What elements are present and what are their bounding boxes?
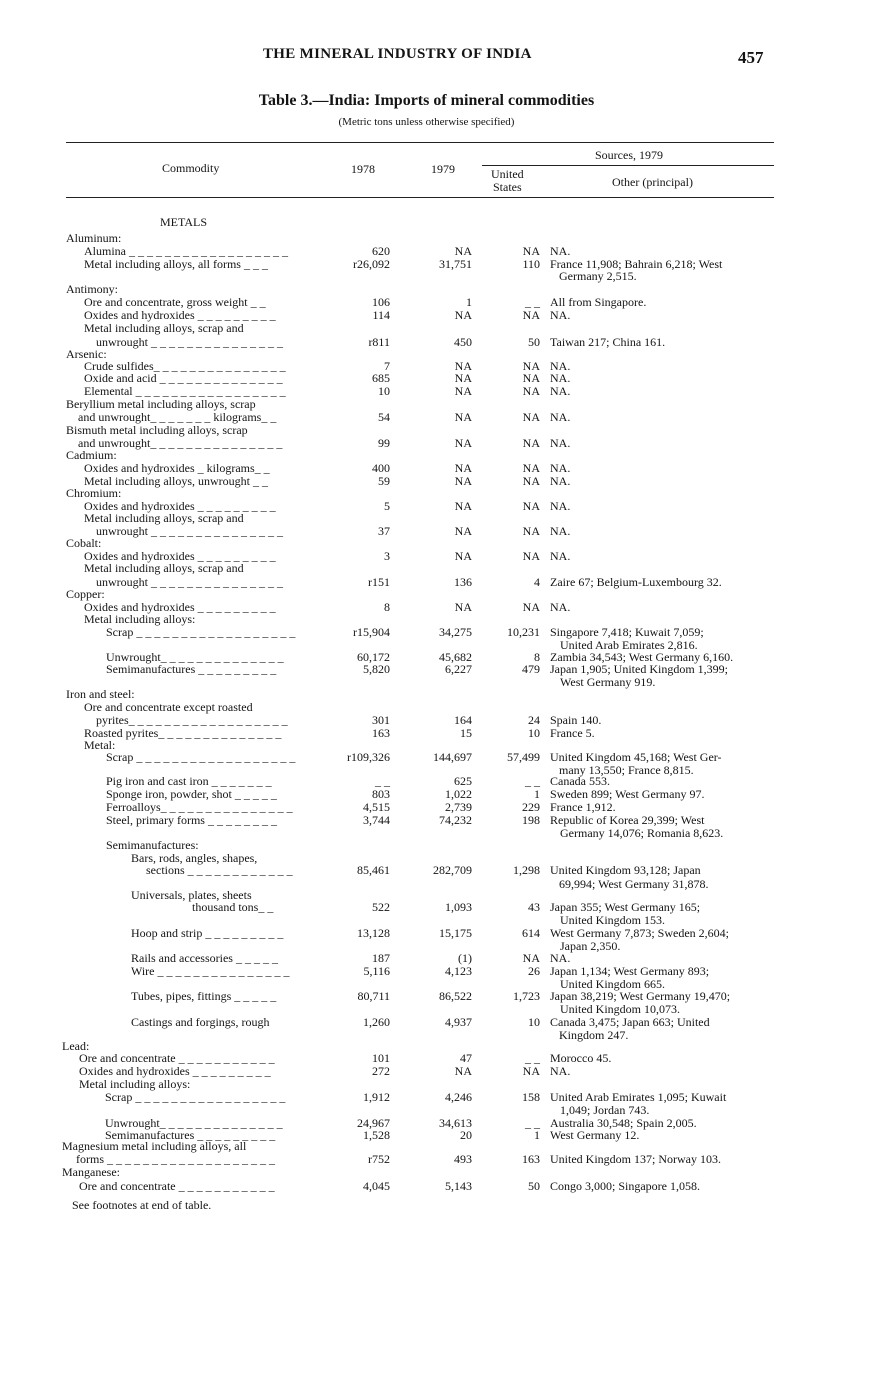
value-1979-cell: 4,937 <box>445 1015 472 1029</box>
commodity-cell: Roasted pyrites_ _ _ _ _ _ _ _ _ _ _ _ _ _ <box>84 726 282 740</box>
commodity-cell: sections _ _ _ _ _ _ _ _ _ _ _ _ <box>146 863 293 877</box>
value-1979-cell: 1,093 <box>445 900 472 914</box>
value-1979-cell: 34,275 <box>439 625 472 639</box>
sources-rule <box>482 165 774 166</box>
united-states-cell: 110 <box>522 257 540 271</box>
other-sources-cell: United Kingdom 137; Norway 103. <box>550 1152 721 1166</box>
commodity-cell: Unwrought_ _ _ _ _ _ _ _ _ _ _ _ _ _ <box>105 1116 283 1130</box>
value-1978-cell: r15,904 <box>353 625 390 639</box>
value-1978-cell: 101 <box>372 1051 390 1065</box>
value-1979-cell: 15 <box>460 726 472 740</box>
united-states-cell: 10 <box>528 1015 540 1029</box>
other-sources-cell: United Kingdom 93,128; Japan <box>550 863 701 877</box>
commodity-cell: Ore and concentrate, gross weight _ _ <box>84 295 266 309</box>
commodity-cell: Arsenic: <box>66 347 107 361</box>
value-1979-cell: NA <box>454 410 472 424</box>
commodity-cell: Antimony: <box>66 282 119 296</box>
value-1978-cell: r811 <box>368 335 390 349</box>
page-number: 457 <box>738 48 764 67</box>
value-1978-cell: 400 <box>372 461 390 475</box>
commodity-cell: Unwrought_ _ _ _ _ _ _ _ _ _ _ _ _ _ <box>106 650 284 664</box>
value-1978-cell: r752 <box>368 1152 390 1166</box>
commodity-cell: Metal including alloys, scrap and <box>84 561 244 575</box>
other-sources-cell: NA. <box>550 524 571 538</box>
united-states-cell: 26 <box>528 964 540 978</box>
commodity-cell: Magnesium metal including alloys, all <box>62 1139 247 1153</box>
other-sources-cell: NA. <box>550 474 571 488</box>
commodity-cell: unwrought _ _ _ _ _ _ _ _ _ _ _ _ _ _ _ <box>96 524 283 538</box>
commodity-cell: METALS <box>160 215 208 229</box>
table-subtitle: (Metric tons unless otherwise specified) <box>338 116 515 128</box>
running-title: THE MINERAL INDUSTRY OF INDIA <box>263 46 532 62</box>
united-states-cell: NA <box>522 410 540 424</box>
value-1978-cell: 1,528 <box>363 1128 390 1142</box>
other-sources-cell: France 11,908; Bahrain 6,218; West <box>550 257 723 271</box>
commodity-cell: Sponge iron, powder, shot _ _ _ _ _ <box>106 787 277 801</box>
commodity-cell: Hoop and strip _ _ _ _ _ _ _ _ _ <box>131 926 284 940</box>
value-1979-cell: 74,232 <box>439 813 472 827</box>
table-row <box>0 927 873 940</box>
value-1979-cell: NA <box>454 384 472 398</box>
commodity-cell: Crude sulfides_ _ _ _ _ _ _ _ _ _ _ _ _ _ _ <box>84 359 286 373</box>
united-states-cell: 1,723 <box>513 989 540 1003</box>
commodity-cell: Metal including alloys, all forms _ _ _ <box>84 257 268 271</box>
other-sources-cell: Japan 355; West Germany 165; <box>550 900 701 914</box>
value-1978-cell: r109,326 <box>347 750 390 764</box>
value-1979-cell: NA <box>454 308 472 322</box>
commodity-cell: Rails and accessories _ _ _ _ _ <box>131 951 278 965</box>
other-sources-cell: United Kingdom 665. <box>560 977 665 991</box>
value-1979-cell: 4,123 <box>445 964 472 978</box>
value-1979-cell: 86,522 <box>439 989 472 1003</box>
col-1978: 1978 <box>351 162 375 176</box>
commodity-cell: Tubes, pipes, fittings _ _ _ _ _ <box>131 989 277 1003</box>
united-states-cell: NA <box>522 436 540 450</box>
table-row <box>0 626 873 639</box>
other-sources-cell: NA. <box>550 384 571 398</box>
other-sources-cell: Spain 140. <box>550 713 602 727</box>
value-1979-cell: NA <box>454 474 472 488</box>
other-sources-cell: NA. <box>550 600 571 614</box>
commodity-cell: Oxides and hydroxides _ _ _ _ _ _ _ _ _ <box>84 499 276 513</box>
united-states-cell: NA <box>522 384 540 398</box>
value-1979-cell: 2,739 <box>445 800 472 814</box>
united-states-cell: 198 <box>522 813 540 827</box>
other-sources-cell: West Germany 7,873; Sweden 2,604; <box>550 926 730 940</box>
other-sources-cell: NA. <box>550 410 571 424</box>
table-row <box>0 901 873 914</box>
united-states-cell: 57,499 <box>507 750 540 764</box>
other-sources-cell: Congo 3,000; Singapore 1,058. <box>550 1179 700 1193</box>
table-row <box>0 216 873 229</box>
table-row <box>0 562 873 575</box>
commodity-cell: Ore and concentrate except roasted <box>84 700 253 714</box>
commodity-cell: Cadmium: <box>66 448 117 462</box>
value-1979-cell: 164 <box>454 713 472 727</box>
value-1978-cell: 37 <box>378 524 390 538</box>
value-1979-cell: NA <box>454 461 472 475</box>
commodity-cell: Oxides and hydroxides _ _ _ _ _ _ _ _ _ <box>79 1064 271 1078</box>
footnote: See footnotes at end of table. <box>72 1198 212 1212</box>
commodity-cell: Aluminum: <box>66 231 122 245</box>
commodity-cell: Oxides and hydroxides _ _ _ _ _ _ _ _ _ <box>84 600 276 614</box>
commodity-cell: Manganese: <box>62 1165 120 1179</box>
table-row <box>0 751 873 764</box>
united-states-cell: 479 <box>522 662 540 676</box>
other-sources-cell: Germany 2,515. <box>559 269 637 283</box>
commodity-cell: Pig iron and cast iron _ _ _ _ _ _ _ <box>106 774 272 788</box>
commodity-cell: Metal including alloys: <box>84 612 196 626</box>
other-sources-cell: All from Singapore. <box>550 295 647 309</box>
united-states-cell: _ _ <box>525 1116 540 1130</box>
united-states-cell: 1 <box>534 787 540 801</box>
commodity-cell: Cobalt: <box>66 536 102 550</box>
other-sources-cell: Republic of Korea 29,399; West <box>550 813 705 827</box>
value-1978-cell: 5,820 <box>363 662 390 676</box>
other-sources-cell: NA. <box>550 244 571 258</box>
commodity-cell: Ore and concentrate _ _ _ _ _ _ _ _ _ _ _ <box>79 1051 275 1065</box>
united-states-cell: NA <box>522 524 540 538</box>
other-sources-cell: United Arab Emirates 2,816. <box>560 638 698 652</box>
other-sources-cell: Morocco 45. <box>550 1051 612 1065</box>
united-states-cell: NA <box>522 1064 540 1078</box>
other-sources-cell: NA. <box>550 436 571 450</box>
other-sources-cell: Singapore 7,418; Kuwait 7,059; <box>550 625 704 639</box>
united-states-cell: NA <box>522 600 540 614</box>
value-1978-cell: 272 <box>372 1064 390 1078</box>
other-sources-cell: Sweden 899; West Germany 97. <box>550 787 705 801</box>
united-states-cell: NA <box>522 371 540 385</box>
value-1978-cell: 3,744 <box>363 813 390 827</box>
col-commodity: Commodity <box>162 161 220 175</box>
other-sources-cell: Kingdom 247. <box>559 1028 629 1042</box>
commodity-cell: Bismuth metal including alloys, scrap <box>66 423 248 437</box>
commodity-cell: Steel, primary forms _ _ _ _ _ _ _ _ <box>106 813 277 827</box>
commodity-cell: Scrap _ _ _ _ _ _ _ _ _ _ _ _ _ _ _ _ _ _ <box>106 750 296 764</box>
value-1978-cell: 106 <box>372 295 390 309</box>
value-1979-cell: 144,697 <box>433 750 472 764</box>
united-states-cell: _ _ <box>525 295 540 309</box>
united-states-cell: 50 <box>528 335 540 349</box>
value-1979-cell: NA <box>454 1064 472 1078</box>
value-1979-cell: NA <box>454 359 472 373</box>
united-states-cell: NA <box>522 474 540 488</box>
value-1979-cell: 20 <box>460 1128 472 1142</box>
other-sources-cell: NA. <box>550 951 571 965</box>
united-states-cell: 10 <box>528 726 540 740</box>
col-us-line2: States <box>493 180 522 194</box>
other-sources-cell: 1,049; Jordan 743. <box>560 1103 650 1117</box>
value-1978-cell: 4,515 <box>363 800 390 814</box>
united-states-cell: 163 <box>522 1152 540 1166</box>
value-1978-cell: 114 <box>372 308 390 322</box>
value-1978-cell: 99 <box>378 436 390 450</box>
united-states-cell: 158 <box>522 1090 540 1104</box>
united-states-cell: 24 <box>528 713 540 727</box>
value-1978-cell: 5 <box>384 499 390 513</box>
commodity-cell: Scrap _ _ _ _ _ _ _ _ _ _ _ _ _ _ _ _ _ <box>105 1090 286 1104</box>
table-title: Table 3.—India: Imports of mineral commodities <box>258 92 595 109</box>
other-sources-cell: Canada 3,475; Japan 663; United <box>550 1015 710 1029</box>
commodity-cell: Oxides and hydroxides _ kilograms_ _ <box>84 461 270 475</box>
other-sources-cell: NA. <box>550 1064 571 1078</box>
value-1979-cell: (1) <box>458 951 472 965</box>
value-1978-cell: r26,092 <box>353 257 390 271</box>
value-1979-cell: NA <box>454 244 472 258</box>
value-1978-cell: 620 <box>372 244 390 258</box>
commodity-cell: unwrought _ _ _ _ _ _ _ _ _ _ _ _ _ _ _ <box>96 335 283 349</box>
col-us-line1: United <box>491 167 524 181</box>
table-row <box>0 965 873 978</box>
value-1979-cell: 6,227 <box>445 662 472 676</box>
commodity-cell: Bars, rods, angles, shapes, <box>131 851 258 865</box>
other-sources-cell: Japan 2,350. <box>560 939 621 953</box>
value-1978-cell: _ _ <box>375 774 390 788</box>
value-1979-cell: 136 <box>454 575 472 589</box>
value-1978-cell: 5,116 <box>363 964 390 978</box>
table-row <box>0 322 873 335</box>
united-states-cell: NA <box>522 951 540 965</box>
value-1978-cell: 54 <box>378 410 390 424</box>
value-1978-cell: 301 <box>372 713 390 727</box>
commodity-cell: Metal: <box>84 738 116 752</box>
united-states-cell: 4 <box>534 575 540 589</box>
united-states-cell: _ _ <box>525 774 540 788</box>
commodity-cell: Semimanufactures _ _ _ _ _ _ _ _ _ <box>106 662 277 676</box>
other-sources-cell: United Kingdom 153. <box>560 913 665 927</box>
commodity-cell: Ore and concentrate _ _ _ _ _ _ _ _ _ _ _ <box>79 1179 275 1193</box>
value-1979-cell: NA <box>454 499 472 513</box>
value-1979-cell: NA <box>454 371 472 385</box>
commodity-cell: Oxide and acid _ _ _ _ _ _ _ _ _ _ _ _ _ _ <box>84 371 283 385</box>
value-1978-cell: 10 <box>378 384 390 398</box>
value-1978-cell: 4,045 <box>363 1179 390 1193</box>
commodity-cell: and unwrought_ _ _ _ _ _ _ kilograms_ _ <box>78 410 277 424</box>
commodity-cell: and unwrought_ _ _ _ _ _ _ _ _ _ _ _ _ _ _ <box>78 436 283 450</box>
other-sources-cell: West Germany 12. <box>550 1128 640 1142</box>
col-1979: 1979 <box>431 162 455 176</box>
commodity-cell: Ferroalloys_ _ _ _ _ _ _ _ _ _ _ _ _ _ _ <box>106 800 293 814</box>
value-1978-cell: 187 <box>372 951 390 965</box>
other-sources-cell: United Kingdom 10,073. <box>560 1002 680 1016</box>
table-row <box>0 864 873 877</box>
commodity-cell: Lead: <box>62 1039 90 1053</box>
united-states-cell: NA <box>522 244 540 258</box>
table-row <box>0 1016 873 1029</box>
other-sources-cell: NA. <box>550 359 571 373</box>
value-1979-cell: 493 <box>454 1152 472 1166</box>
table-row <box>0 990 873 1003</box>
commodity-cell: Metal including alloys, unwrought _ _ <box>84 474 268 488</box>
value-1978-cell: 803 <box>372 787 390 801</box>
header-bottom-rule <box>66 197 774 198</box>
commodity-cell: Iron and steel: <box>66 687 135 701</box>
other-sources-cell: NA. <box>550 461 571 475</box>
other-sources-cell: Germany 14,076; Romania 8,623. <box>560 826 724 840</box>
value-1979-cell: NA <box>454 600 472 614</box>
commodity-cell: Oxides and hydroxides _ _ _ _ _ _ _ _ _ <box>84 308 276 322</box>
value-1979-cell: 47 <box>460 1051 472 1065</box>
other-sources-cell: United Kingdom 45,168; West Ger- <box>550 750 722 764</box>
value-1979-cell: 625 <box>454 774 472 788</box>
other-sources-cell: Japan 1,905; United Kingdom 1,399; <box>550 662 728 676</box>
table-top-rule <box>66 142 774 143</box>
page-header <box>0 46 873 68</box>
commodity-cell: pyrites_ _ _ _ _ _ _ _ _ _ _ _ _ _ _ _ _ _ <box>96 713 288 727</box>
commodity-cell: Castings and forgings, rough <box>131 1015 270 1029</box>
united-states-cell: 1,298 <box>513 863 540 877</box>
value-1978-cell: 24,967 <box>357 1116 390 1130</box>
value-1978-cell: 85,461 <box>357 863 390 877</box>
commodity-cell: Metal including alloys, scrap and <box>84 321 244 335</box>
other-sources-cell: France 5. <box>550 726 595 740</box>
other-sources-cell: 69,994; West Germany 31,878. <box>559 877 709 891</box>
table-row <box>0 1153 873 1166</box>
value-1978-cell: 59 <box>378 474 390 488</box>
value-1979-cell: 1,022 <box>445 787 472 801</box>
united-states-cell: NA <box>522 308 540 322</box>
commodity-cell: Scrap _ _ _ _ _ _ _ _ _ _ _ _ _ _ _ _ _ _ <box>106 625 296 639</box>
other-sources-cell: many 13,550; France 8,815. <box>559 763 694 777</box>
commodity-cell: Copper: <box>66 587 105 601</box>
commodity-cell: Alumina _ _ _ _ _ _ _ _ _ _ _ _ _ _ _ _ _ _ <box>84 244 288 258</box>
other-sources-cell: Japan 1,134; West Germany 893; <box>550 964 710 978</box>
col-other: Other (principal) <box>612 175 693 189</box>
commodity-cell: forms _ _ _ _ _ _ _ _ _ _ _ _ _ _ _ _ _ _ _ <box>76 1152 275 1166</box>
value-1979-cell: 4,246 <box>445 1090 472 1104</box>
other-sources-cell: NA. <box>550 308 571 322</box>
united-states-cell: 229 <box>522 800 540 814</box>
value-1979-cell: NA <box>454 436 472 450</box>
value-1979-cell: 282,709 <box>433 863 472 877</box>
commodity-cell: Wire _ _ _ _ _ _ _ _ _ _ _ _ _ _ _ <box>131 964 290 978</box>
commodity-cell: Chromium: <box>66 486 122 500</box>
united-states-cell: _ _ <box>525 1051 540 1065</box>
other-sources-cell: Japan 38,219; West Germany 19,470; <box>550 989 731 1003</box>
table-row <box>0 814 873 827</box>
value-1978-cell: 522 <box>372 900 390 914</box>
commodity-cell: unwrought _ _ _ _ _ _ _ _ _ _ _ _ _ _ _ <box>96 575 283 589</box>
united-states-cell: 43 <box>528 900 540 914</box>
commodity-cell: Semimanufactures _ _ _ _ _ _ _ _ _ <box>105 1128 276 1142</box>
value-1979-cell: 45,682 <box>439 650 472 664</box>
value-1979-cell: 34,613 <box>439 1116 472 1130</box>
other-sources-cell: Canada 553. <box>550 774 610 788</box>
value-1978-cell: 60,172 <box>357 650 390 664</box>
value-1978-cell: 163 <box>372 726 390 740</box>
table-row <box>0 1091 873 1104</box>
value-1978-cell: 1,260 <box>363 1015 390 1029</box>
commodity-cell: Semimanufactures: <box>106 838 199 852</box>
table-row <box>0 270 873 283</box>
value-1978-cell: r151 <box>368 575 390 589</box>
united-states-cell: NA <box>522 461 540 475</box>
other-sources-cell: NA. <box>550 499 571 513</box>
table-row <box>0 663 873 676</box>
other-sources-cell: Zambia 34,543; West Germany 6,160. <box>550 650 734 664</box>
value-1979-cell: NA <box>454 549 472 563</box>
value-1978-cell: 13,128 <box>357 926 390 940</box>
united-states-cell: NA <box>522 549 540 563</box>
value-1979-cell: 450 <box>454 335 472 349</box>
united-states-cell: 10,231 <box>507 625 540 639</box>
value-1979-cell: 5,143 <box>445 1179 472 1193</box>
united-states-cell: NA <box>522 499 540 513</box>
united-states-cell: 1 <box>534 1128 540 1142</box>
commodity-cell: Elemental _ _ _ _ _ _ _ _ _ _ _ _ _ _ _ _ _ <box>84 384 286 398</box>
other-sources-cell: United Arab Emirates 1,095; Kuwait <box>550 1090 727 1104</box>
other-sources-cell: NA. <box>550 371 571 385</box>
value-1978-cell: 3 <box>384 549 390 563</box>
commodity-cell: Oxides and hydroxides _ _ _ _ _ _ _ _ _ <box>84 549 276 563</box>
commodity-cell: Metal including alloys, scrap and <box>84 511 244 525</box>
table-row <box>0 1166 873 1179</box>
value-1979-cell: 1 <box>466 295 472 309</box>
commodity-cell: Universals, plates, sheets <box>131 888 252 902</box>
united-states-cell: 8 <box>534 650 540 664</box>
value-1979-cell: NA <box>454 524 472 538</box>
other-sources-cell: Australia 30,548; Spain 2,005. <box>550 1116 697 1130</box>
other-sources-cell: NA. <box>550 549 571 563</box>
united-states-cell: NA <box>522 359 540 373</box>
other-sources-cell: France 1,912. <box>550 800 616 814</box>
value-1979-cell: 31,751 <box>439 257 472 271</box>
table-row <box>0 1180 873 1193</box>
other-sources-cell: Zaire 67; Belgium-Luxembourg 32. <box>550 575 722 589</box>
value-1979-cell: 15,175 <box>439 926 472 940</box>
commodity-cell: Metal including alloys: <box>79 1077 191 1091</box>
commodity-cell: thousand tons_ _ <box>192 900 274 914</box>
value-1978-cell: 1,912 <box>363 1090 390 1104</box>
value-1978-cell: 685 <box>372 371 390 385</box>
united-states-cell: 50 <box>528 1179 540 1193</box>
value-1978-cell: 7 <box>384 359 390 373</box>
col-sources: Sources, 1979 <box>595 148 663 162</box>
value-1978-cell: 8 <box>384 600 390 614</box>
commodity-cell: Beryllium metal including alloys, scrap <box>66 397 256 411</box>
value-1978-cell: 80,711 <box>357 989 390 1003</box>
other-sources-cell: Taiwan 217; China 161. <box>550 335 666 349</box>
other-sources-cell: West Germany 919. <box>560 675 656 689</box>
united-states-cell: 614 <box>522 926 540 940</box>
